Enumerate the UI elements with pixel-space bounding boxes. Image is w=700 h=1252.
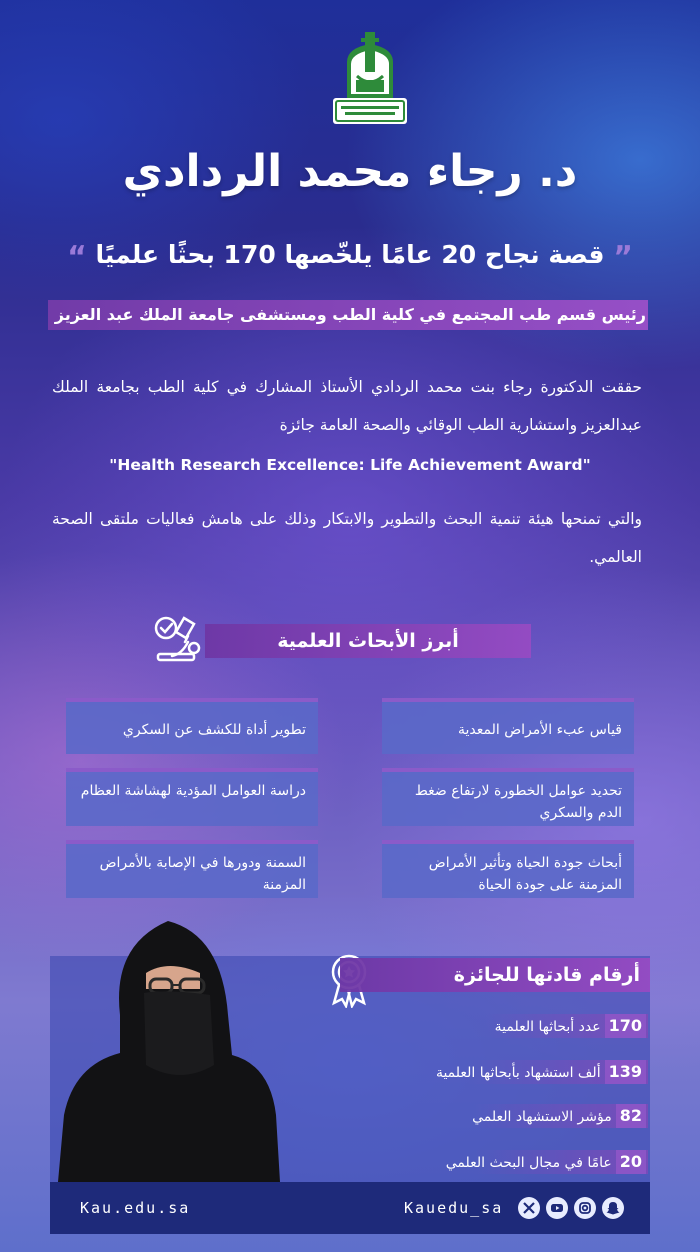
research-item: قياس عبء الأمراض المعدية	[382, 698, 634, 754]
portrait-photo	[50, 915, 280, 1182]
stat-value: 20	[616, 1150, 646, 1174]
close-quote-mark: “	[67, 240, 87, 275]
stat-row	[358, 1150, 648, 1174]
stat-value: 82	[616, 1104, 646, 1128]
headline-text: قصة نجاح 20 عامًا يلخّصها 170 بحثًا علميًا	[95, 240, 605, 269]
open-quote-mark: ”	[613, 240, 633, 275]
stat-row	[348, 1060, 648, 1084]
intro-paragraph: حققت الدكتورة رجاء بنت محمد الردادي الأستاذ المشارك في كلية الطب بجامعة الملك عبدالعزيز واستشارية الطب الوقائي والصحة العامة جائزة	[52, 378, 642, 434]
stat-label: مؤشر الاستشهاد العلمي	[472, 1109, 612, 1125]
stat-row	[378, 1014, 648, 1038]
stat-value: 170	[605, 1014, 646, 1038]
website-link[interactable]: Kau.edu.sa	[80, 1199, 191, 1217]
stat-label: ألف استشهاد بأبحاثها العلمية	[435, 1065, 601, 1081]
award-paragraph: والتي تمنحها هيئة تنمية البحث والتطوير والابتكار وذلك على هامش فعاليات ملتقى الصحة العالمي.	[52, 510, 642, 566]
stat-label: عامًا في مجال البحث العلمي	[445, 1155, 612, 1171]
role-banner: رئيس قسم طب المجتمع في كلية الطب ومستشفى جامعة الملك عبد العزيز	[48, 300, 648, 330]
university-logo	[327, 28, 413, 132]
social-handle[interactable]: Kauedu_sa	[404, 1199, 504, 1217]
award-name: "Health Research Excellence: Life Achievement Award"	[109, 456, 591, 474]
x-icon[interactable]	[518, 1197, 540, 1219]
research-section-title: أبرز الأبحاث العلمية	[205, 624, 531, 658]
research-item: دراسة العوامل المؤدية لهشاشة العظام	[66, 768, 318, 826]
research-item: تحديد عوامل الخطورة لارتفاع ضغط الدم والسكري	[382, 768, 634, 826]
instagram-icon[interactable]	[574, 1197, 596, 1219]
youtube-icon[interactable]	[546, 1197, 568, 1219]
research-item: تطوير أداة للكشف عن السكري	[66, 698, 318, 754]
headline	[30, 240, 670, 275]
stat-row	[358, 1104, 648, 1128]
page-title: د. رجاء محمد الردادي	[122, 146, 578, 197]
snapchat-icon[interactable]	[602, 1197, 624, 1219]
research-item: السمنة ودورها في الإصابة بالأمراض المزمنة	[66, 840, 318, 898]
microscope-icon	[150, 610, 206, 666]
stats-section-title: أرقام قادتها للجائزة	[340, 958, 650, 992]
stat-value: 139	[605, 1060, 646, 1084]
stat-label: عدد أبحاثها العلمية	[494, 1019, 601, 1035]
research-item: أبحاث جودة الحياة وتأثير الأمراض المزمنة على جودة الحياة	[382, 840, 634, 898]
